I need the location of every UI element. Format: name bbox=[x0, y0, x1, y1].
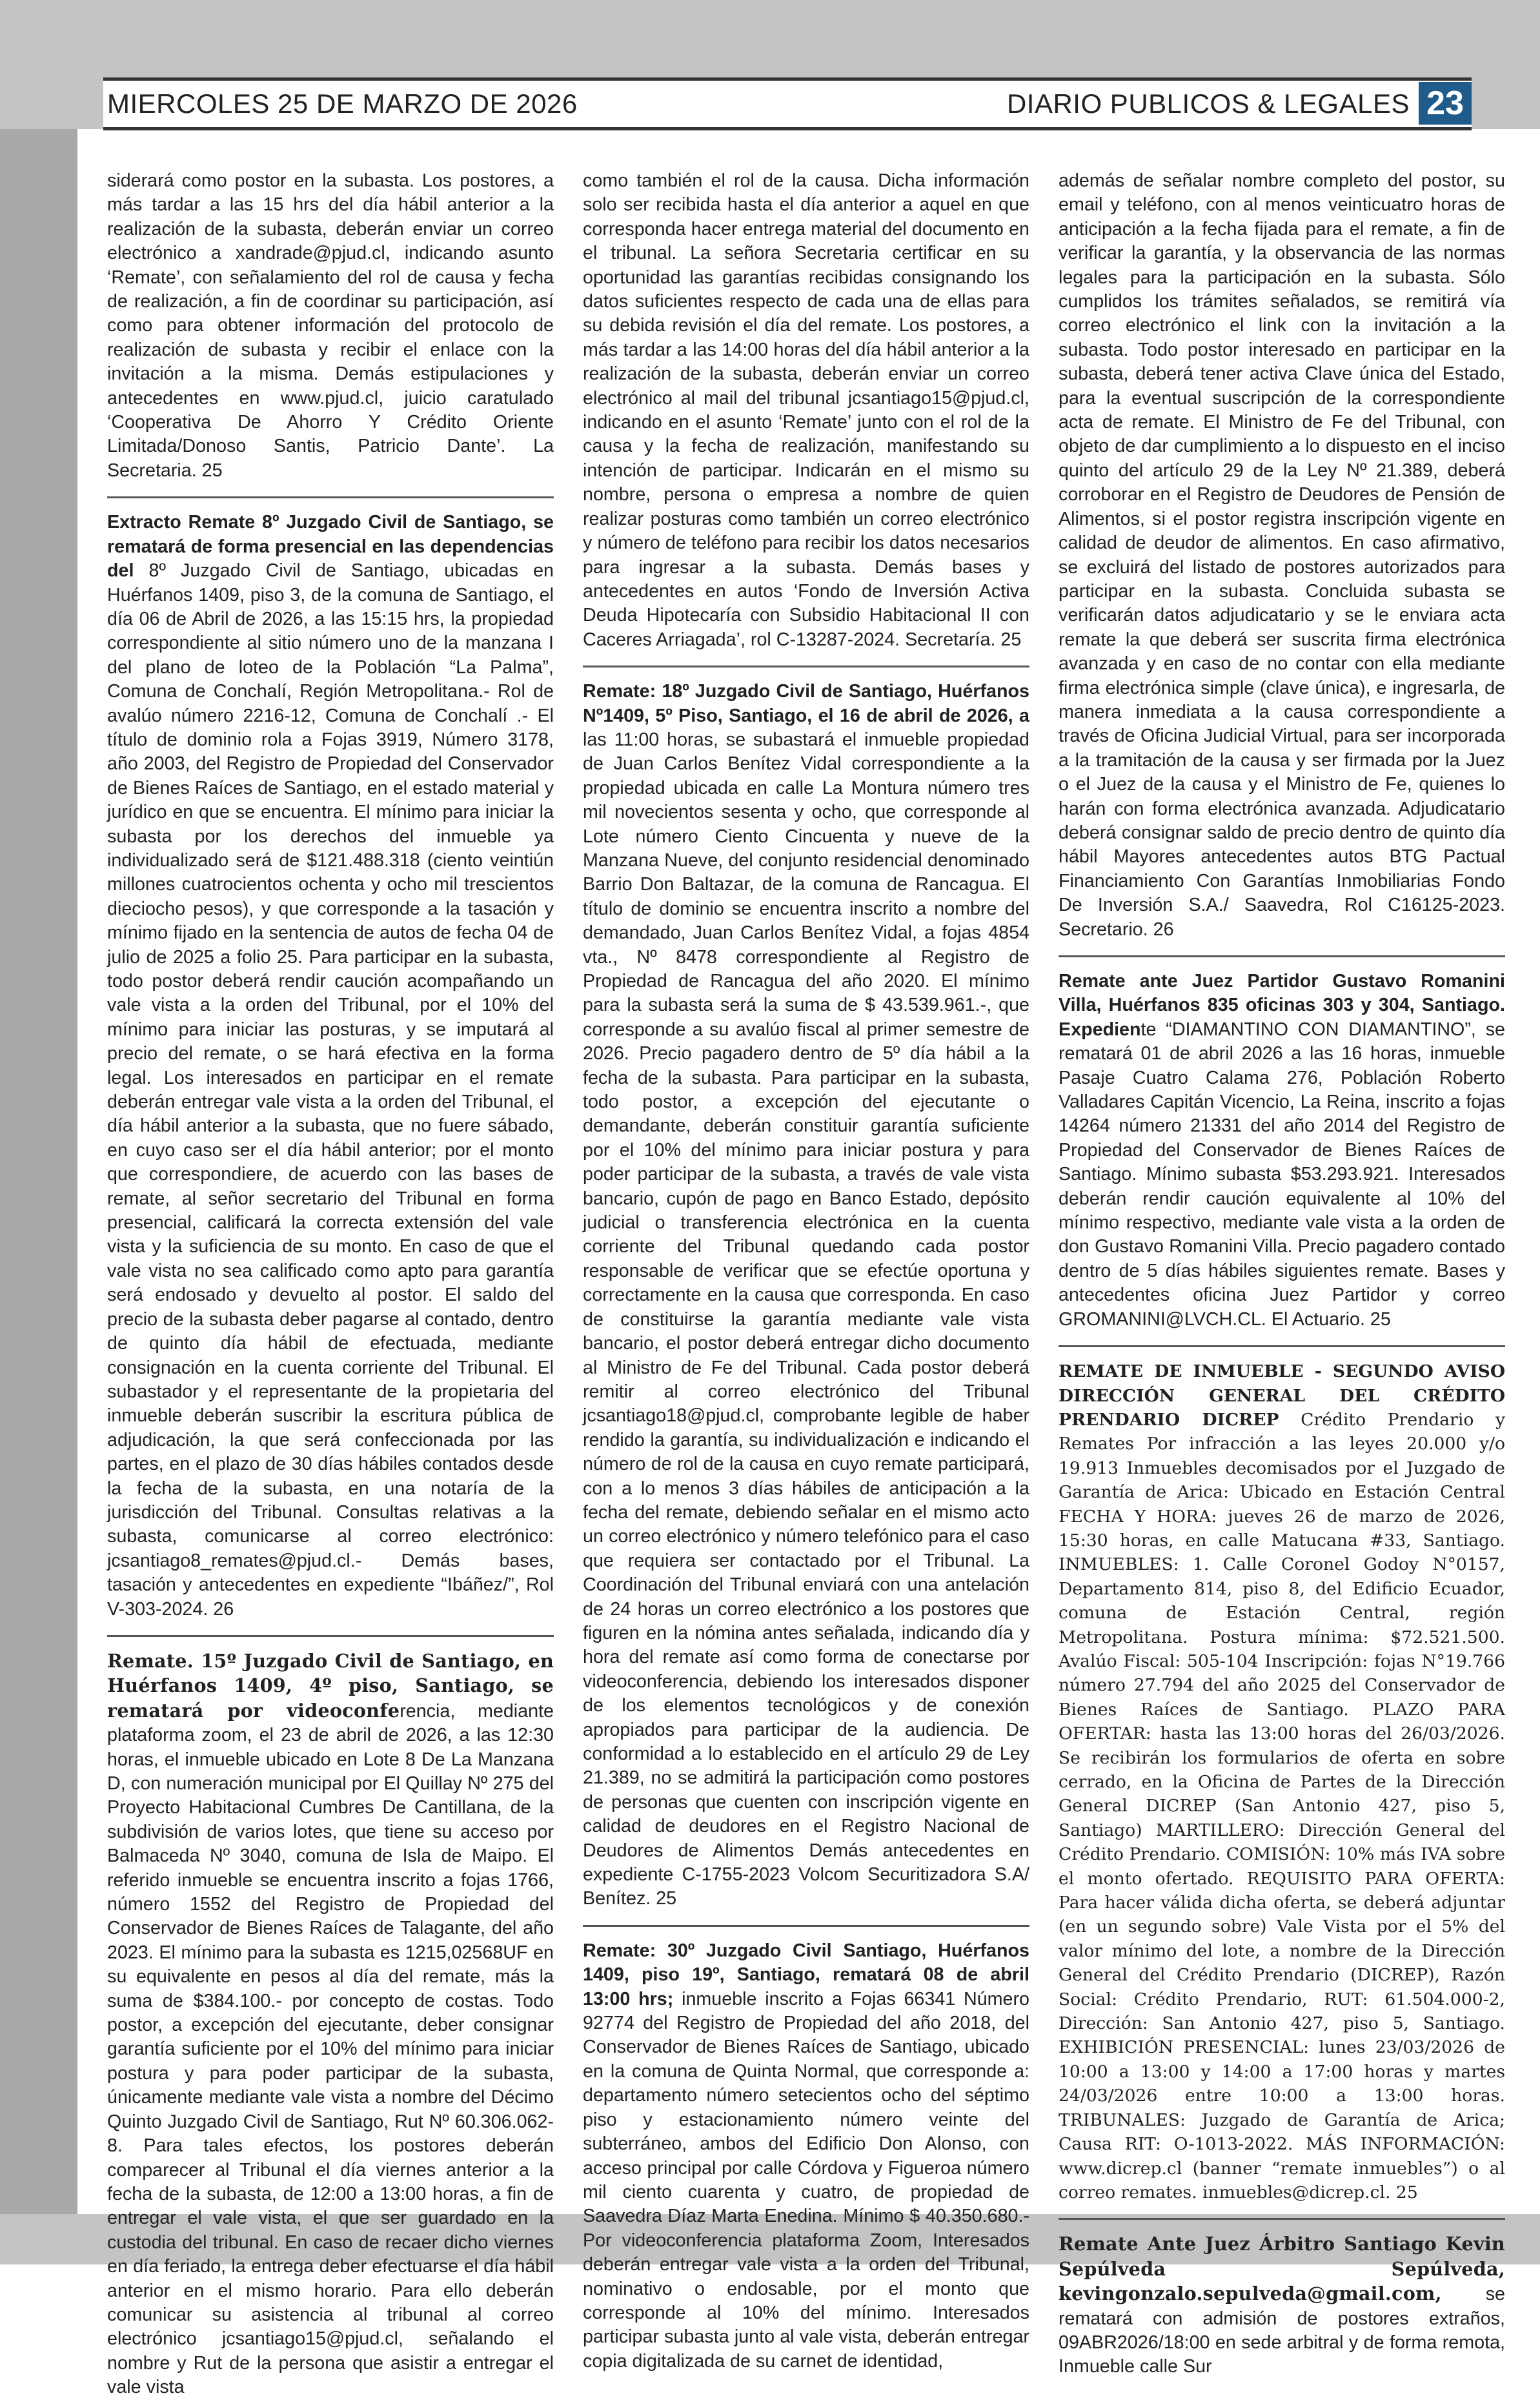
notice-heading: Remate: 18º Juzgado Civil de Santiago, Huérfanos Nº1409, 5º Piso, Santiago, el 16 de abril de 2026, a bbox=[583, 681, 1029, 726]
notice-divider bbox=[107, 496, 554, 498]
notice-divider bbox=[583, 1925, 1029, 1927]
notice-body: 8º Juzgado Civil de Santiago, ubicadas en Huérfanos 1409, piso 3, de la comuna de Santiago, el día 06 de Abril de 2026, a las 15:15 hrs, la propiedad correspondiente al sitio número uno de la manzana I del plano de loteo de la Población “La Palma”, Comuna de Conchalí, Región Metropolitana.- Rol de avalúo número 2216-12, Comuna de Conchalí .- El título de dominio rola a Fojas 3919, Número 3178, año 2003, del Registro de Propiedad del Conservador de Bienes Raíces de Santiago, en el estado material y jurídico en que se encuentra. El mínimo para iniciar la subasta por los derechos del inmueble ya individualizado será de $121.488.318 (ciento veintiún millones cuatrocientos ochenta y ocho mil trescientos dieciocho pesos), y que corresponde a la tasación y mínimo fijado en la sentencia de autos de fecha 04 de julio de 2025 a folio 25. Para participar en la subasta, todo postor deberá rendir caución acompañando un vale vista a la orden del Tribunal, por el 10% del mínimo para iniciar las posturas, y se imputará al precio del remate, o se hará efectiva en la forma legal. Los interesados en participar en el remate deberán entregar vale vista a la orden del Tribunal, el día hábil anterior a la subasta, que no fuere sábado, en cuyo caso ser el día hábil anterior; por el monto que correspondiere, de acuerdo con las bases de remate, al señor secretario del Tribunal en forma presencial, calificará la correcta extensión del vale vista y la suficiencia de su monto. En caso de que el vale vista no sea calificado como apto para garantía será endosado y devuelto al postor. El saldo del precio de la subasta deber pagarse al contado, dentro de quinto día hábil de efectuada, mediante consignación en la cuenta corriente del Tribunal. El subastador y el representante de la propietaria del inmueble deberán suscribir la escritura pública de adjudicación, la que será confeccionada por las partes, en el plazo de 30 días hábiles contados desde la fecha de la subasta, en una notaría de la jurisdicción del Tribunal. Consultas relativas a la subasta, comunicarse al correo electrónico: jcsantiago8_remates@pjud.cl.- Demás bases, tasación y antecedentes en expediente “Ibáñez/”, Rol V-303-2024. 26 bbox=[107, 560, 554, 1620]
notice-18-juzgado bbox=[583, 680, 1029, 1911]
notice-divider bbox=[583, 666, 1029, 667]
page-header bbox=[103, 77, 1472, 130]
notice-juez-partidor bbox=[1059, 970, 1505, 1332]
notice-body: además de señalar nombre completo del postor, su email y teléfono, con al menos veinticuatro horas de anticipación a la fecha fijada para el remate, a fin de verificar la garantía, y la observancia de las normas legales para la participación en la subasta. Sólo cumplidos los trámites señalados, se remitirá vía correo electrónico el link con la invitación a la subasta. Todo postor interesado en participar en la subasta, deberá tener activa Clave única del Estado, para la eventual suscripción de la correspondiente acta de remate. El Ministro de Fe del Tribunal, con objeto de dar cumplimiento a lo dispuesto en el inciso quinto del artículo 29 de la Ley Nº 21.389, deberá corroborar en el Registro de Deudores de Pensión de Alimentos, si el postor registra inscripción vigente en calidad de deudor de alimentos. En caso afirmativo, se excluirá del listado de postores autorizados para participar en la subasta. Concluida subasta se verificarán datos adjudicatario y se le enviara acta remate la que deberá ser suscrita firma electrónica avanzada y en caso de no contar con ella mediante firma electrónica simple (clave única), e ingresarla, de manera inmediata a la causa correspondiente a través de Oficina Judicial Virtual, para ser incorporada a la tramitación de la causa y ser firmada por la Juez o el Juez de la causa y el Ministro de Fe, quienes lo harán con forma electrónica avanzada. Adjudicatario deberá consignar saldo de precio dentro de quinto día hábil Mayores antecedentes autos BTG Pactual Financiamiento Con Garantías Inmobiliarias Fondo De Inversión S.A./ Saavedra, Rol C16125-2023. Secretario. 26 bbox=[1059, 170, 1505, 940]
notice-8-juzgado bbox=[107, 511, 554, 1622]
notice-body: te “DIAMANTINO CON DIAMANTINO”, se rematará 01 de abril 2026 a las 16 horas, inmueble Pasaje Cuatro Calama 276, Población Roberto Valladares Capitán Vicencio, La Reina, inscrito a fojas 14264 número 21331 del año 2014 del Registro de Propiedad del Conservador de Bienes Raíces de Santiago. Mínimo subasta $53.293.921. Interesados deberán rendir caución equivalente al 10% del mínimo respectivo, mediante vale vista a la orden de don Gustavo Romanini Villa. Precio pagadero contado dentro de 5 días hábiles siguientes remate. Bases y antecedentes oficina Juez Partidor y correo GROMANINI@LVCH.CL. El Actuario. 25 bbox=[1059, 1019, 1505, 1330]
notice-dicrep bbox=[1059, 1359, 1505, 2204]
page-number-badge: 23 bbox=[1419, 82, 1472, 125]
notice-body: como también el rol de la causa. Dicha información solo ser recibida hasta el día anterior a aquel en que corresponda hacer entrega material del documento en el tribunal. La señora Secretaria certificar en su oportunidad las garantías recibidas consignando los datos suficientes respecto de cada una de ellas para su debida revisión el día del remate. Los postores, a más tardar a las 14:00 horas del día hábil anterior a la realización de la subasta, deberán enviar un correo electrónico al mail del tribunal jcsantiago15@pjud.cl, indicando en el asunto ‘Remate’ junto con el rol de la causa y la fecha de realización, manifestando su intención de participar. Indicarán en el mismo su nombre, persona o empresa a nombre de quien realizar posturas como también un correo electrónico y número de teléfono para recibir los datos necesarios para ingresar a la subasta. Demás bases y antecedentes en autos ‘Fondo de Inversión Activa Deuda Hipotecaría con Subsidio Habitacional II con Caceres Arriagada’, rol C-13287-2024. Secretaría. 25 bbox=[583, 170, 1029, 650]
notice-continuation bbox=[583, 169, 1029, 652]
notice-body: inmueble inscrito a Fojas 66341 Número 92774 del Registro de Propiedad del año 2018, del Conservador de Bienes Raíces de Santiago, ubicado en la comuna de Quinta Normal, que corresponde a: departamento número setecientos ocho del séptimo piso y estacionamiento número veinte del subterráneo, ambos del Edificio Don Alonso, con acceso principal por calle Córdova y Figueroa número mil ciento cuarenta y cuatro, de propiedad de Saavedra Díaz Marta Enedina. Mínimo $ 40.350.680.- Por videoconferencia plataforma Zoom, Interesados deberán entregar vale vista a la orden del Tribunal, nominativo o endosable, por el monto que corresponde al 10% del mínimo. Interesados participar subasta junto al vale vista, deberán entregar copia digitalizada de su carnet de identidad, bbox=[583, 1988, 1030, 2372]
page-content bbox=[107, 169, 1505, 2398]
notice-continuation bbox=[1059, 169, 1505, 942]
notice-body: se rematará con admisión de postores extraños, 09ABR2026/18:00 en sede arbitral y de forma remota, Inmueble calle Sur bbox=[1059, 2284, 1505, 2377]
notice-heading: Remate Ante Juez Árbitro Santiago Kevin Sepúlveda Sepúlveda, kevingonzalo.sepulveda@gmail.com, bbox=[1059, 2233, 1505, 2305]
notice-body: siderará como postor en la subasta. Los postores, a más tardar a las 15 hrs del día hábil anterior a la realización de la subasta, deberán enviar un correo electrónico a xandrade@pjud.cl, indicando asunto ‘Remate’, con señalamiento del rol de causa y fecha de realización, a fin de coordinar su participación, así como para obtener información del protocolo de realización de subasta y recibir el enlace con la invitación a la misma. Demás estipulaciones y antecedentes en www.pjud.cl, juicio caratulado ‘Cooperativa De Ahorro Y Crédito Oriente Limitada/Donoso Santis, Patricio Dante’. La Secretaria. 25 bbox=[107, 170, 554, 481]
notice-heading: Remate: 30º Juzgado Civil Santiago, Huérfanos 1409, piso 19º, Santiago, rematará 08 de abril 13:00 hrs; bbox=[583, 1940, 1029, 2009]
notice-juez-arbitro bbox=[1059, 2232, 1505, 2379]
notice-continuation bbox=[107, 169, 554, 483]
notice-divider bbox=[1059, 955, 1505, 957]
issue-date: MIERCOLES 25 DE MARZO DE 2026 bbox=[107, 88, 578, 119]
notice-divider bbox=[1059, 2218, 1505, 2220]
notice-heading: Extracto Remate 8º Juzgado Civil de Santiago, se rematará de forma presencial en las dependencias del bbox=[107, 512, 554, 582]
notice-15-juzgado bbox=[107, 1649, 554, 2400]
column-2 bbox=[583, 169, 1030, 2372]
notice-heading: Remate. 15º Juzgado Civil de Santiago, en Huérfanos 1409, 4º piso, Santiago, se rematará por videoconfe bbox=[107, 1649, 554, 1722]
column-3 bbox=[1059, 169, 1505, 2377]
notice-heading: REMATE DE INMUEBLE - SEGUNDO AVISO DIRECCIÓN GENERAL DEL CRÉDITO PRENDARIO DICREP bbox=[1059, 1361, 1505, 1430]
notice-30-juzgado bbox=[583, 1939, 1029, 2374]
notice-divider bbox=[1059, 1345, 1505, 1347]
notice-body: rencia, mediante plataforma zoom, el 23 de abril de 2026, a las 12:30 horas, el inmueble ubicado en Lote 8 De La Manzana D, con numeración municipal por El Quillay Nº 275 del Proyecto Habitacional Cumbres De Cantillana, de la subdivisión de varios lotes, que tiene su acceso por Balmaceda Nº 3040, comuna de Isla de Maipo. El referido inmueble se encuentra inscrito a fojas 1766, número 1552 del Registro de Propiedad del Conservador de Bienes Raíces de Talagante, del año 2023. El mínimo para la subasta es 1215,02568UF en su equivalente en pesos al día del remate, más la suma de $384.100.- por concepto de costas. Todo postor, a excepción del ejecutante, deber consignar garantía suficiente por el 10% del mínimo para iniciar postura y para poder participar de la subasta, únicamente mediante vale vista a nombre del Décimo Quinto Juzgado Civil de Santiago, Rut Nº 60.306.062-8. Para tales efectos, los postores deberán comparecer al Tribunal el día viernes anterior a la fecha de la subasta, de 12:00 a 13:00 horas, a fin de entregar el vale vista, el que ser guardado en la custodia del tribunal. En caso de recaer dicho viernes en día feriado, la entrega deber efectuarse el día hábil anterior en el mismo horario. Para ello deberán comunicar su asistencia al tribunal al correo electrónico jcsantiago15@pjud.cl, señalando el nombre y Rut de la persona que asistir a entregar el vale vista bbox=[107, 1700, 554, 2398]
column-1 bbox=[107, 169, 554, 2398]
notice-divider bbox=[107, 1635, 554, 1637]
notice-heading: Remate ante Juez Partidor Gustavo Romanini Villa, Huérfanos 835 oficinas 303 y 304, Santiago. Expedien bbox=[1059, 971, 1505, 1040]
left-margin-bar bbox=[0, 129, 77, 2214]
notice-body: Crédito Prendario y Remates Por infracción a las leyes 20.000 y/o 19.913 Inmuebles decomisados por el Juzgado de Garantía de Arica: Ubicado en Estación Central FECHA Y HORA: jueves 26 de marzo de 2026, 15:30 horas, en calle Matucana #33, Santiago. INMUEBLES: 1. Calle Coronel Godoy N°0157, Departamento 814, piso 8, del Edificio Ecuador, comuna de Estación Central, región Metropolitana. Postura mínima: $72.521.500. Avalúo Fiscal: 505-104 Inscripción: fojas N°19.766 número 27.794 del año 2025 del Conservador de Bienes Raíces de Santiago. PLAZO PARA OFERTAR: hasta las 13:00 horas del 26/03/2026. Se recibirán los formularios de oferta en sobre cerrado, en la Oficina de Partes de la Dirección General DICREP (San Antonio 427, piso 5, Santiago) MARTILLERO: Dirección General del Crédito Prendario. COMISIÓN: 10% más IVA sobre el monto ofertado. REQUISITO PARA OFERTA: Para hacer válida dicha oferta, se deberá adjuntar (en un segundo sobre) Vale Vista por el 5% del valor mínimo del lote, a nombre de la Dirección General del Crédito Prendario (DICREP), Razón Social: Crédito Prendario, RUT: 61.504.000-2, Dirección: San Antonio 427, piso 5, Santiago. EXHIBICIÓN PRESENCIAL: lunes 23/03/2026 de 10:00 a 13:00 y 14:00 a 17:00 horas y martes 24/03/2026 entre 10:00 a 13:00 horas. TRIBUNALES: Juzgado de Garantía de Arica; Causa RIT: O-1013-2022. MÁS INFORMACIÓN: www.dicrep.cl (banner “remate inmuebles”) o al correo remates. inmuebles@dicrep.cl. 25 bbox=[1059, 1409, 1505, 2202]
notice-body: las 11:00 horas, se subastará el inmueble propiedad de Juan Carlos Benítez Vidal correspondiente a la propiedad ubicada en calle La Montura número tres mil novecientos sesenta y ocho, que corresponde al Lote número Ciento Cincuenta y nueve de la Manzana Nueve, del conjunto residencial denominado Barrio Don Baltazar, de la comuna de Rancagua. El título de dominio se encuentra inscrito a nombre del demandado, Juan Carlos Benítez Vidal, a fojas 4854 vta., Nº 8478 correspondiente al Registro de Propiedad de Rancagua del año 2020. El mínimo para la subasta será la suma de $ 43.539.961.-, que corresponde a su avalúo fiscal al primer semestre de 2026. Precio pagadero dentro de 5º día hábil a la fecha de la subasta. Para participar en la subasta, todo postor, a excepción del ejecutante o demandante, deberán constituir garantía suficiente por el 10% del mínimo para iniciar postura y para poder participar de la subasta, a través de vale vista bancario, cupón de pago en Banco Estado, depósito judicial o transferencia electrónica en la cuenta corriente del Tribunal quedando cada postor responsable de verificar que se efectúe oportuna y correctamente en la causa que corresponda. En caso de constituirse la garantía mediante vale vista bancario, el postor deberá entregar dicho documento al Ministro de Fe del Tribunal. Cada postor deberá remitir al correo electrónico del Tribunal jcsantiago18@pjud.cl, comprobante legible de haber rendido la garantía, su individualización e indicando el número de rol de la causa en cuyo remate participará, con a lo menos 3 días hábiles de anticipación a la fecha del remate, debiendo señalar en el mismo acto un correo electrónico y número telefónico para el caso que requiera ser contactado por el Tribunal. La Coordinación del Tribunal enviará con una antelación de 24 horas un correo electrónico a los postores que figuren en la nómina antes señalada, indicando día y hora del remate así como forma de conectarse por videoconferencia, debiendo los interesados disponer de los elementos tecnológicos y de conexión apropiados para participar de la audiencia. De conformidad a lo establecido en el artículo 29 de Ley 21.389, no se admitirá la participación como postores de personas que cuenten con inscripción vigente en calidad de deudores en el Registro Nacional de Deudores de Alimentos Demás antecedentes en expediente C-1755-2023 Volcom Securitizadora S.A/ Benítez. 25 bbox=[583, 729, 1029, 1909]
publication-title: DIARIO PUBLICOS & LEGALES bbox=[1006, 88, 1410, 119]
